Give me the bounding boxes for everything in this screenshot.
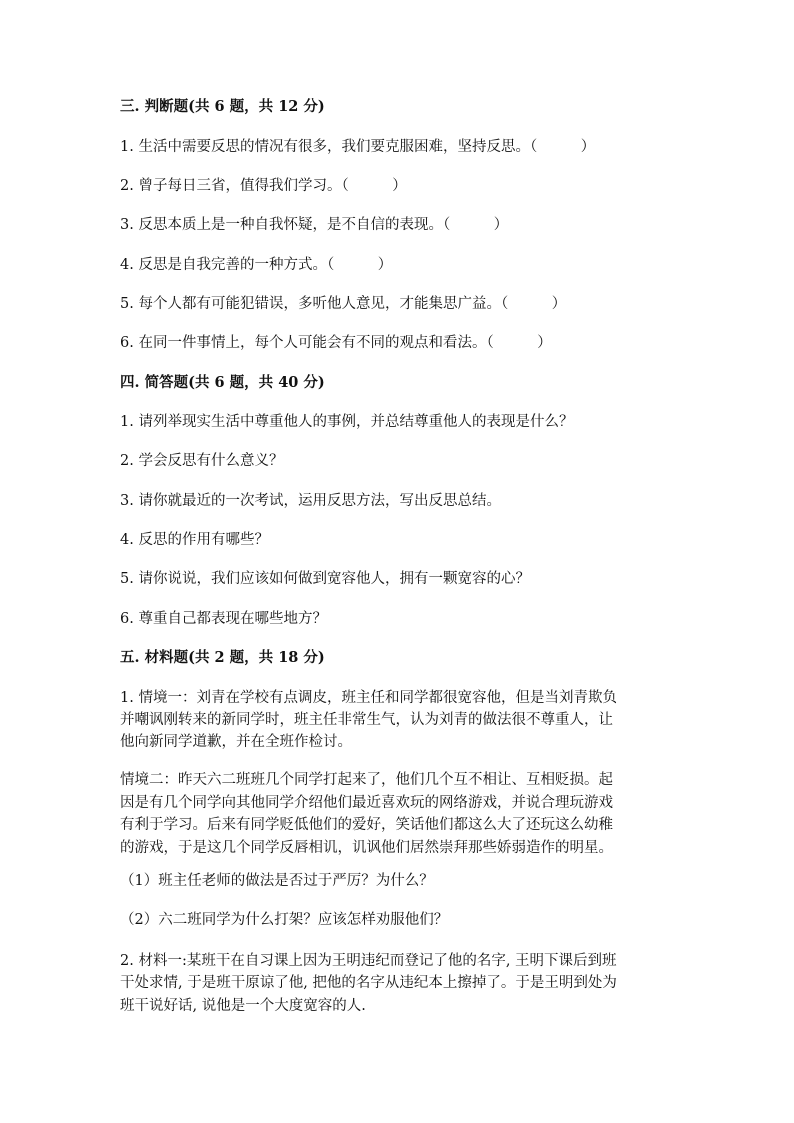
- true-false-item-4: 4. 反思是自我完善的一种方式。（ ）: [120, 257, 393, 273]
- material-q1-situation2-line-1: 情境二：昨天六二班班几个同学打起来了，他们几个互不相让、互相贬损。起: [120, 772, 613, 788]
- material-q1-line-3: 他向新同学道歉，并在全班作检讨。: [120, 734, 352, 750]
- true-false-item-5: 5. 每个人都有可能犯错误，多听他人意见，才能集思广益。（ ）: [120, 296, 567, 312]
- short-answer-item-2: 2. 学会反思有什么意义？: [120, 453, 284, 469]
- material-q1-situation2-line-4: 的游戏，于是这几个同学反唇相讥，讥讽他们居然崇拜那些娇弱造作的明星。: [120, 840, 613, 856]
- material-q1-situation2-line-2: 因是有几个同学向其他同学介绍他们最近喜欢玩的网络游戏，并说合理玩游戏: [120, 795, 613, 811]
- true-false-item-6: 6. 在同一件事情上，每个人可能会有不同的观点和看法。（ ）: [120, 335, 552, 351]
- short-answer-item-6: 6. 尊重自己都表现在哪些地方？: [120, 611, 327, 627]
- material-q1-sub-question-2: （2）六二班同学为什么打架？应该怎样劝服他们？: [120, 912, 449, 928]
- true-false-item-1: 1. 生活中需要反思的情况有很多，我们要克服困难，坚持反思。（ ）: [120, 139, 596, 155]
- true-false-item-3: 3. 反思本质上是一种自我怀疑，是不自信的表现。（ ）: [120, 217, 509, 233]
- section-3-heading: 三. 判断题(共 6 题，共 12 分): [120, 98, 325, 115]
- material-q2-line-2: 干处求情, 于是班干原谅了他, 把他的名字从违纪本上擦掉了。于是王明到处为: [120, 975, 617, 991]
- material-q1-line-2: 并嘲讽刚转来的新同学时，班主任非常生气，认为刘青的做法很不尊重人，让: [120, 712, 613, 728]
- material-q2-line-1: 2. 材料一:某班干在自习课上因为王明违纪而登记了他的名字, 王明下课后到班: [120, 953, 617, 969]
- short-answer-item-5: 5. 请你说说，我们应该如何做到宽容他人，拥有一颗宽容的心？: [120, 571, 530, 587]
- material-q1-sub-question-1: （1）班主任老师的做法是否过于严厉？为什么？: [120, 873, 434, 889]
- short-answer-item-1: 1. 请列举现实生活中尊重他人的事例，并总结尊重他人的表现是什么？: [120, 414, 574, 430]
- short-answer-item-4: 4. 反思的作用有哪些？: [120, 532, 269, 548]
- section-4-heading: 四. 简答题(共 6 题，共 40 分): [120, 374, 325, 391]
- material-q2-line-3: 班干说好话, 说他是一个大度宽容的人.: [120, 998, 366, 1014]
- material-q1-situation2-line-3: 有利于学习。后来有同学贬低他们的爱好，笑话他们都这么大了还玩这么幼稚: [120, 817, 613, 833]
- section-5-heading: 五. 材料题(共 2 题，共 18 分): [120, 649, 325, 666]
- true-false-item-2: 2. 曾子每日三省，值得我们学习。（ ）: [120, 178, 407, 194]
- short-answer-item-3: 3. 请你就最近的一次考试，运用反思方法，写出反思总结。: [120, 493, 501, 509]
- material-q1-line-1: 1. 情境一：刘青在学校有点调皮，班主任和同学都很宽容他，但是当刘青欺负: [120, 690, 617, 706]
